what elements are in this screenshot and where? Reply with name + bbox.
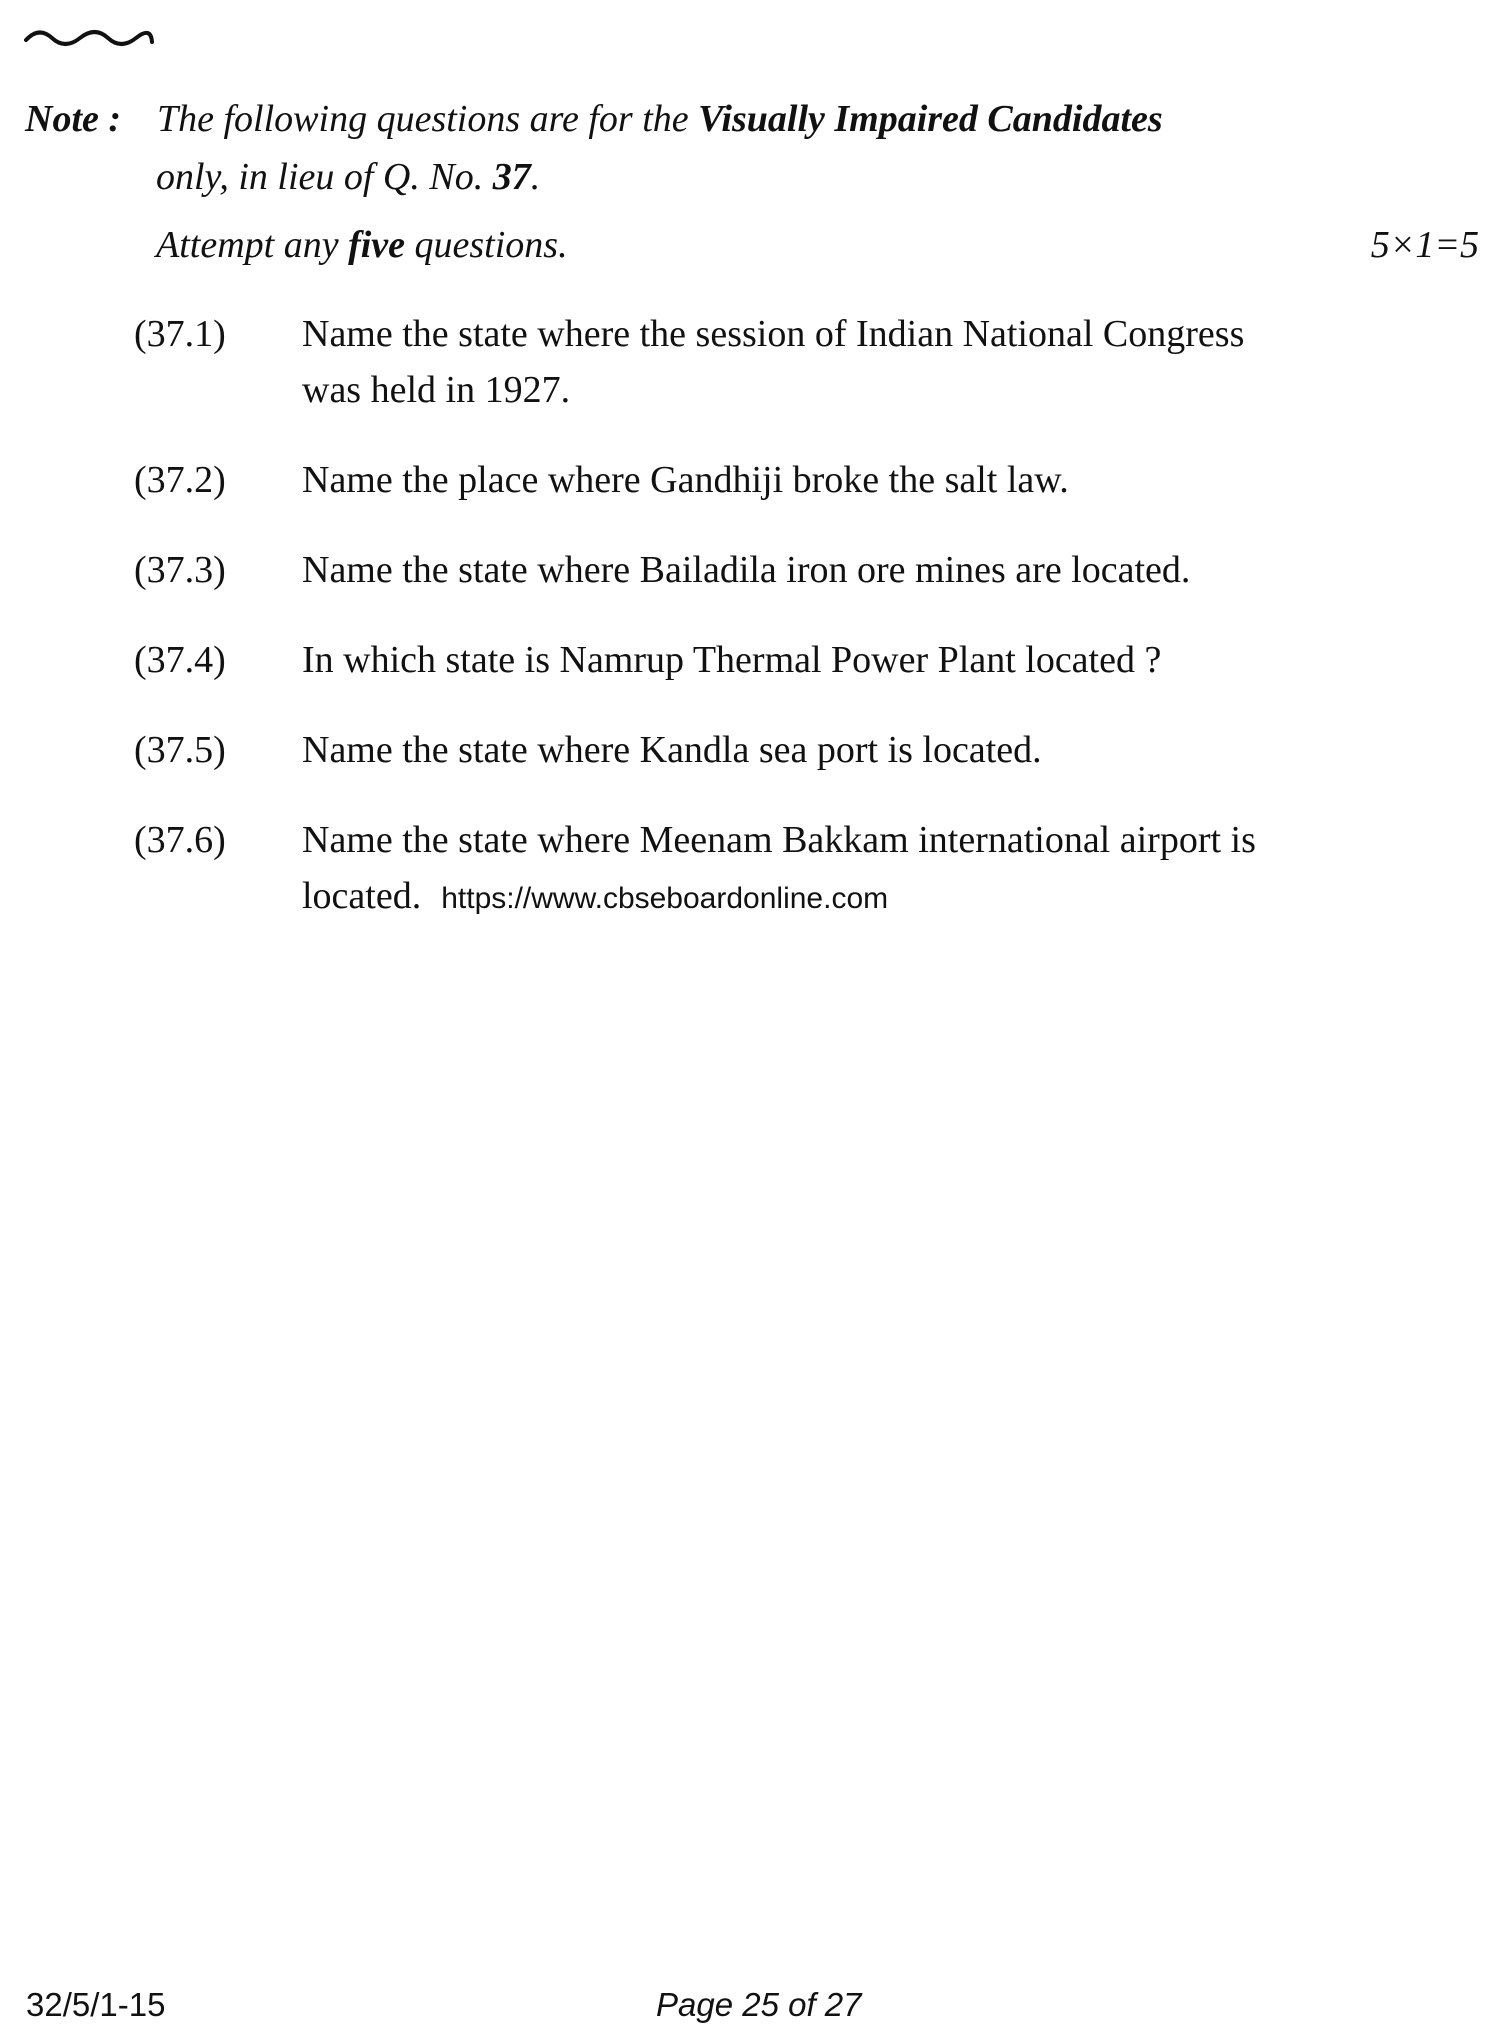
question-text: Name the state where Kandla sea port is located. [302,729,1042,771]
question-number: (37.5) [134,729,226,771]
attempt-instruction [156,218,568,272]
attempt-text-before: Attempt any [156,224,339,266]
note-line2-text: only, in lieu of Q. No. [156,156,484,198]
question-number: (37.3) [134,549,226,591]
question-number: (37.2) [134,459,226,501]
question-37-5 [134,722,1414,778]
question-text: Name the place where Gandhiji broke the salt law. [302,459,1069,501]
question-text-line-2: located. [302,875,422,917]
note-line2-period: . [530,156,541,198]
wavy-line-decoration [22,20,154,56]
paper-code: 32/5/1-15 [26,1986,166,2023]
question-37-3 [134,542,1414,598]
source-url: https://www.cbseboardonline.com [441,882,889,915]
question-text-line-1: Name the state where the session of Indian National Congress [302,313,1245,355]
marks-allocation: 5×1=5 [1370,224,1479,266]
attempt-count: five [348,224,406,266]
question-text-line-2: was held in 1927. [302,369,571,411]
question-37-2 [134,452,1414,508]
attempt-text-after: questions. [414,224,568,266]
question-37-4 [134,632,1414,688]
question-text-line-1: Name the state where Meenam Bakkam international airport is [302,819,1256,861]
question-37-6 [134,812,1414,927]
note-line-1 [25,92,1405,146]
note-label: Note : [25,98,122,140]
question-number: (37.4) [134,639,226,681]
question-text: Name the state where Bailadila iron ore mines are located. [302,549,1191,591]
question-text [302,812,1414,927]
question-text: In which state is Namrup Thermal Power Plant located ? [302,639,1162,681]
note-line-2 [156,150,540,204]
note-text: The following questions are for the [157,98,689,140]
page-number: Page 25 of 27 [656,1986,862,2023]
note-question-number: 37 [492,156,531,198]
question-number: (37.1) [134,313,226,355]
question-number: (37.6) [134,819,226,861]
note-bold-text: Visually Impaired Candidates [698,98,1163,140]
question-text [302,306,1414,418]
question-37-1 [134,306,1414,418]
